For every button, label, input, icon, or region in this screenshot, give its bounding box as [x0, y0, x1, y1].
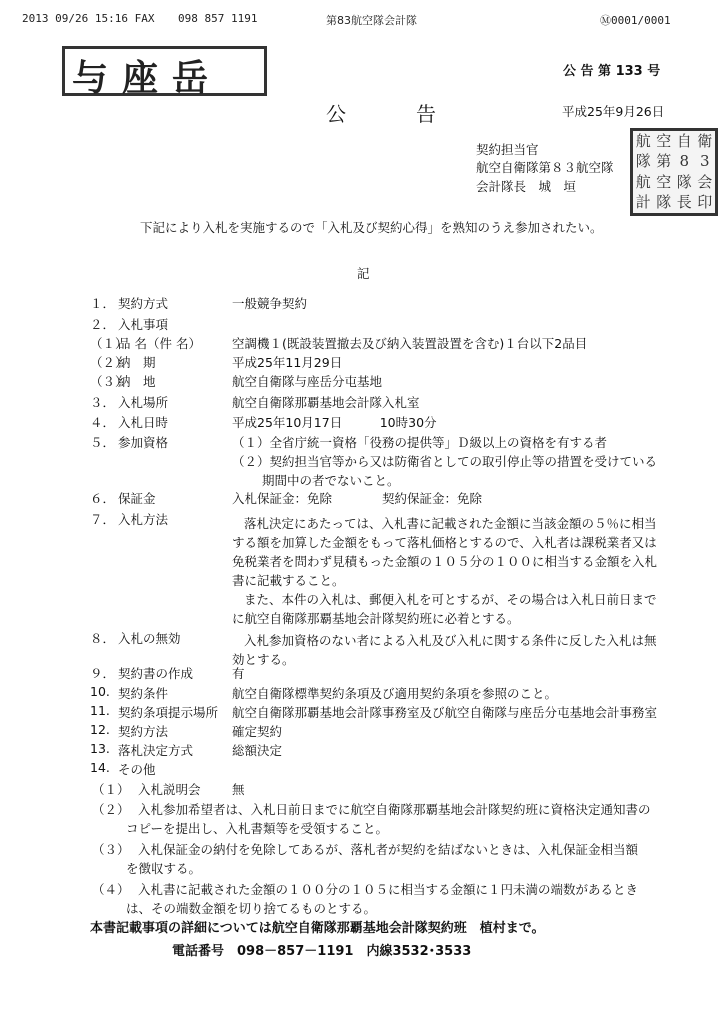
item-label: 入札方法: [118, 512, 169, 527]
other-4-line: は、その端数金額を切り捨てるものとする。: [126, 901, 377, 916]
item-label: 契約方式: [118, 296, 169, 311]
item-number: 12.: [90, 722, 110, 737]
item-number: ９．: [90, 666, 116, 681]
item-value: 空調機１(既設装置撤去及び納入装置設置を含む)１台以下2品目: [232, 336, 588, 351]
item-label: 落札決定方式: [118, 743, 194, 758]
item-value: 平成25年10月17日 10時30分: [232, 415, 437, 430]
item-value: 航空自衛隊那覇基地会計隊事務室及び航空自衛隊与座岳分屯基地会計事務室: [232, 705, 658, 720]
item-label: 契約書の作成: [118, 666, 194, 681]
bidding-method-line: に航空自衛隊那覇基地会計隊契約班に必着とする。: [232, 611, 520, 626]
item-number: ５．: [90, 435, 116, 450]
issuer-name: 会計隊長 城 垣: [476, 179, 602, 194]
item-label: 納 期: [118, 355, 156, 370]
other-3-line: を徴収する。: [126, 861, 202, 876]
other-2-line: コピーを提出し、入札書類等を受領すること。: [126, 821, 389, 836]
item-value: 有: [232, 666, 245, 681]
doc-title: 公 告: [326, 102, 446, 126]
item-label: 保証金: [118, 491, 156, 506]
item-value: 入札保証金：免除 契約保証金：免除: [232, 491, 483, 506]
seal-character: 会: [697, 172, 713, 191]
contact-details: 本書記載事項の詳細については航空自衛隊那覇基地会計隊契約班 植村まで。: [90, 921, 545, 936]
item-label: 契約条項提示場所: [118, 705, 219, 720]
other-3-line: 入札保証金の納付を免除してあるが、落札者が契約を結ばないときは、入札保証金相当額: [138, 842, 639, 857]
bidding-method-line: 落札決定にあたっては、入札書に記載された金額に当該金額の５％に相当: [244, 516, 657, 531]
seal-character: 衛: [697, 131, 713, 150]
seal-character: 空: [656, 131, 672, 150]
seal-character: 隊: [676, 172, 692, 191]
item-label: 入札事項: [118, 317, 169, 332]
fax-datetime: 2013 09/26 15:16 FAX: [22, 12, 155, 25]
item-number: ４．: [90, 415, 116, 430]
item-value: 確定契約: [232, 724, 283, 739]
ki-heading: 記: [357, 266, 370, 281]
item-number: ２．: [90, 317, 116, 332]
location-stamp: 与座岳: [72, 57, 223, 99]
item-value: 航空自衛隊与座岳分屯基地: [232, 374, 383, 389]
fax-page: Ⓜ0001/0001: [600, 14, 671, 27]
item-value: 航空自衛隊那覇基地会計隊入札室: [232, 395, 420, 410]
fax-sender: 第83航空隊会計隊: [326, 14, 417, 27]
contact-phone: 電話番号 098－857－1191 内線3532･3533: [172, 944, 472, 959]
bidding-method-line: 免税業者を問わず見積もった金額の１０５分の１００に相当する金額を入札: [232, 554, 658, 569]
item-label: 参加資格: [118, 435, 169, 450]
item-number: （２）: [90, 355, 128, 370]
intro-text: 下記により入札を実施するので「入札及び契約心得」を熟知のうえ参加されたい。: [140, 220, 603, 235]
seal-character: 印: [697, 193, 713, 212]
qualification-1: （１）全省庁統一資格「役務の提供等」Ｄ級以上の資格を有する者: [232, 435, 608, 450]
item-label: 入札日時: [118, 415, 169, 430]
item-number: ３．: [90, 395, 116, 410]
item-value: 総額決定: [232, 743, 283, 758]
item-label: その他: [118, 762, 156, 777]
other-2-line: 入札参加希望者は、入札日前日までに航空自衛隊那覇基地会計隊契約班に資格決定通知書の: [138, 802, 651, 817]
bidding-method-line: する額を加算した金額をもって落札価格とするので、入札者は課税業者又は: [232, 535, 657, 550]
seal-character: 計: [635, 193, 651, 212]
item-label: 契約条件: [118, 686, 169, 701]
seal-character: 8: [679, 152, 690, 171]
other-3-num: （３）: [92, 842, 130, 857]
item-number: ６．: [90, 491, 116, 506]
item-label: 入札の無効: [118, 631, 181, 646]
item-number: 14.: [90, 760, 110, 775]
seal-character: 航: [635, 172, 651, 191]
seal-character: 長: [676, 193, 692, 212]
official-seal: [630, 128, 718, 216]
other-2-num: （２）: [92, 802, 130, 817]
item-label: 入札場所: [118, 395, 169, 410]
notice-number: 公 告 第 133 号: [563, 64, 661, 79]
item-number: （３）: [90, 374, 128, 389]
other-1-value: 無: [232, 782, 245, 797]
qualification-2: （２）契約担当官等から又は防衛省としての取引停止等の措置を受けている: [232, 454, 658, 469]
invalid-bid-line: 入札参加資格のない者による入札及び入札に関する条件に反した入札は無: [244, 633, 657, 648]
seal-character: 空: [656, 172, 672, 191]
item-number: ７．: [90, 512, 116, 527]
seal-character: 隊: [656, 193, 672, 212]
item-number: 13.: [90, 741, 110, 756]
fax-number: 098 857 1191: [178, 12, 258, 25]
seal-character: 3: [699, 152, 710, 171]
other-4-line: 入札書に記載された金額の１００分の１０５に相当する金額に１円未満の端数があるとき: [138, 882, 639, 897]
bidding-method-line: また、本件の入札は、郵便入札を可とするが、その場合は入札日前日まで: [244, 592, 657, 607]
item-label: 契約方法: [118, 724, 169, 739]
item-number: （１）: [90, 336, 128, 351]
seal-character: 第: [656, 152, 672, 171]
item-number: 11.: [90, 703, 110, 718]
item-label: 品 名（件 名）: [118, 336, 201, 351]
issuer-unit: 航空自衛隊第８３航空隊: [476, 160, 614, 175]
seal-character: 航: [635, 131, 651, 150]
other-4-num: （４）: [92, 882, 130, 897]
item-number: ８．: [90, 631, 116, 646]
seal-character: 隊: [635, 152, 651, 171]
item-value: 一般競争契約: [232, 296, 308, 311]
item-label: 納 地: [118, 374, 156, 389]
item-number: 10.: [90, 684, 110, 699]
notice-date: 平成25年9月26日: [562, 104, 665, 119]
item-number: １．: [90, 296, 116, 311]
invalid-bid-line: 効とする。: [232, 652, 295, 667]
seal-character: 自: [676, 131, 692, 150]
bidding-method-line: 書に記載すること。: [232, 573, 345, 588]
other-1-num: （１）: [92, 782, 130, 797]
item-value: 航空自衛隊標準契約条項及び適用契約条項を参照のこと。: [232, 686, 558, 701]
item-value: 平成25年11月29日: [232, 355, 343, 370]
other-1-label: 入札説明会: [138, 782, 201, 797]
issuer-title: 契約担当官: [476, 142, 539, 157]
qualification-2-cont: 期間中の者でないこと。: [262, 473, 400, 488]
